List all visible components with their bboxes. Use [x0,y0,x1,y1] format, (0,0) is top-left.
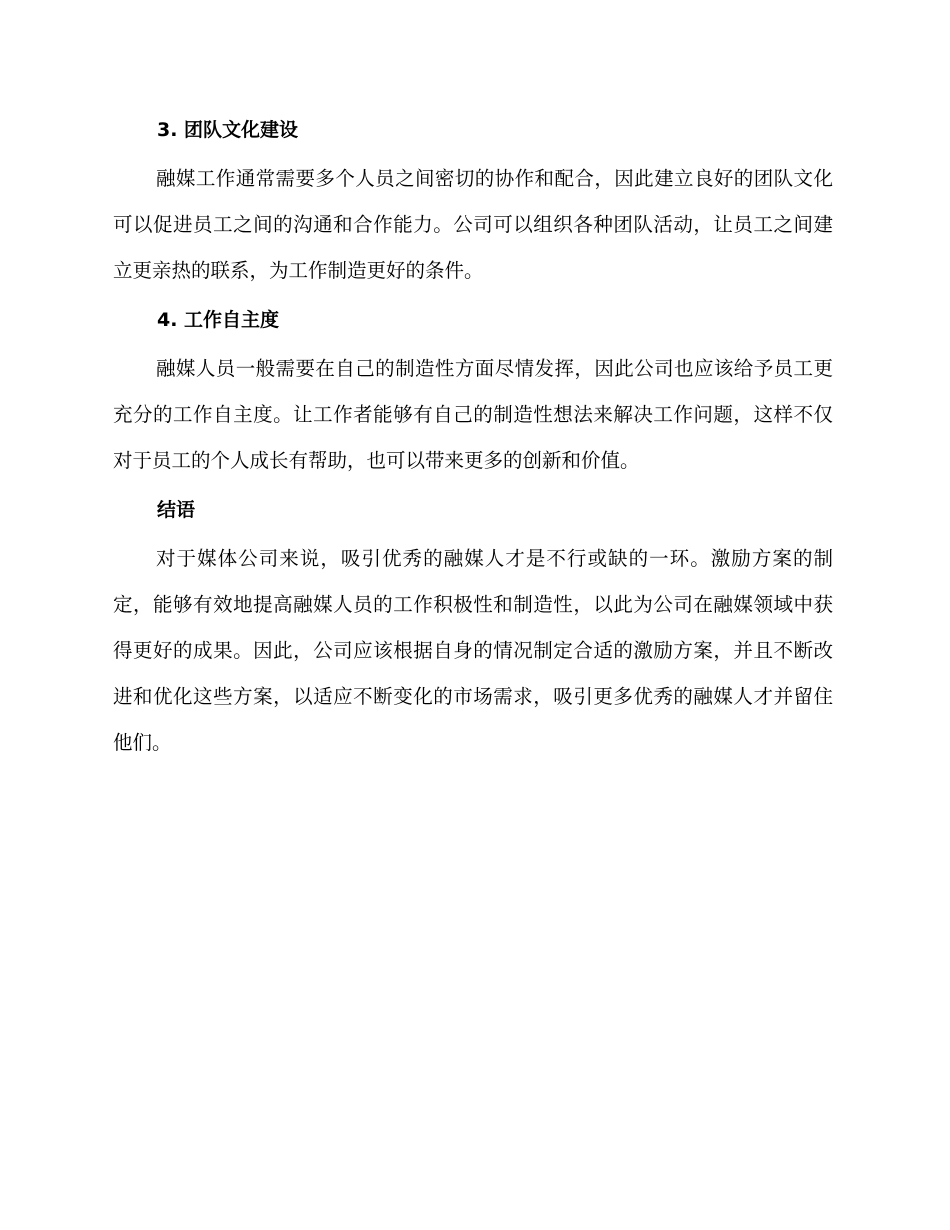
section-body-team-culture: 融媒工作通常需要多个人员之间密切的协作和配合，因此建立良好的团队文化可以促进员工之间的沟通和合作能力。公司可以组织各种团队活动，让员工之间建立更亲热的联系，为工作制造更好的条件。 [113,167,833,282]
section-body-conclusion: 对于媒体公司来说，吸引优秀的融媒人才是不行或缺的一环。激励方案的制定，能够有效地提高融媒人员的工作积极性和制造性，以此为公司在融媒领域中获得更好的成果。因此，公司应该根据自身的情况制定合适的激励方案，并且不断改进和优化这些方案，以适应不断变化的市场需求，吸引更多优秀的融媒人才并留住他们。 [113,547,833,754]
section-heading-conclusion: 结语 [157,499,196,521]
section-heading-team-culture: 3. 团队文化建设 [157,119,299,141]
section-body-work-autonomy: 融媒人员一般需要在自己的制造性方面尽情发挥，因此公司也应该给予员工更充分的工作自主度。让工作者能够有自己的制造性想法来解决工作问题，这样不仅对于员工的个人成长有帮助，也可以带来更多的创新和价值。 [113,357,833,472]
document-page [113,110,833,772]
section-heading-work-autonomy: 4. 工作自主度 [157,309,280,331]
